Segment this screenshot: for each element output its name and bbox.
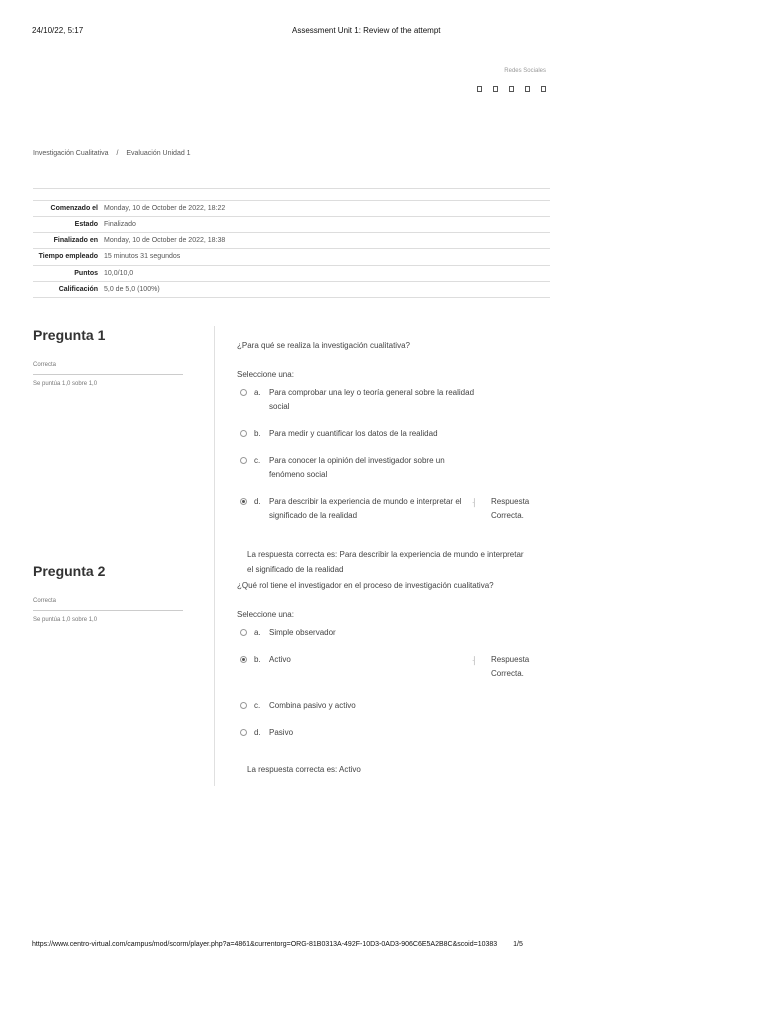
- print-header: [32, 26, 736, 38]
- correct-mark-icon: ⸡: [471, 655, 476, 665]
- answer-text: Pasivo: [269, 728, 294, 737]
- summary-value: Finalizado: [104, 221, 136, 228]
- summary-row-time-taken: [33, 249, 550, 266]
- question-1-content: [237, 341, 557, 577]
- answer-option[interactable]: [237, 427, 557, 441]
- summary-value: 15 minutos 31 segundos: [104, 253, 181, 260]
- answer-prompt: Seleccione una:: [237, 610, 294, 619]
- question-title: Pregunta 2: [33, 563, 106, 579]
- radio-button[interactable]: [240, 430, 247, 437]
- radio-button-checked[interactable]: [240, 498, 247, 505]
- question-text: ¿Qué rol tiene el investigador en el proceso de investigación cualitativa?: [237, 581, 494, 590]
- answer-text: Para medir y cuantificar los datos de la realidad: [269, 429, 438, 438]
- answer-feedback: Respuesta Correcta.: [491, 497, 530, 520]
- page-number: 1/5: [513, 941, 523, 948]
- breadcrumb-current[interactable]: Evaluación Unidad 1: [126, 150, 191, 157]
- summary-spacer: [33, 189, 550, 201]
- question-2-info: [33, 563, 183, 623]
- summary-value: Monday, 10 de October de 2022, 18:22: [104, 205, 226, 212]
- column-divider: [214, 326, 215, 786]
- summary-row-grade: [33, 282, 550, 298]
- answer-text: Para conocer la opinión del investigador sobre un fenómeno social: [269, 456, 445, 479]
- radio-button[interactable]: [240, 629, 247, 636]
- social-links: [477, 68, 546, 92]
- summary-value: 5,0 de 5,0 (100%): [104, 286, 160, 293]
- answer-letter: b.: [254, 429, 261, 438]
- social-link-icon[interactable]: [509, 86, 514, 92]
- answer-option[interactable]: [237, 699, 557, 713]
- social-link-icon[interactable]: [493, 86, 498, 92]
- radio-button[interactable]: [240, 389, 247, 396]
- answer-letter: c.: [254, 456, 261, 465]
- breadcrumb: [33, 150, 191, 157]
- answer-letter: a.: [254, 628, 261, 637]
- summary-label: Calificación: [58, 286, 98, 293]
- question-grade: Se puntúa 1,0 sobre 1,0: [33, 381, 98, 387]
- answer-text: Combina pasivo y activo: [269, 701, 356, 710]
- summary-label: Finalizado en: [53, 237, 98, 244]
- social-link-icon[interactable]: [525, 86, 530, 92]
- radio-button-checked[interactable]: [240, 656, 247, 663]
- question-state: Correcta: [33, 598, 183, 611]
- summary-row-finished: [33, 233, 550, 249]
- summary-row-started: [33, 201, 550, 217]
- question-1-info: [33, 327, 183, 387]
- answer-letter: a.: [254, 388, 261, 397]
- summary-value: Monday, 10 de October de 2022, 18:38: [104, 237, 226, 244]
- summary-row-points: [33, 266, 550, 282]
- answer-option[interactable]: [237, 726, 557, 740]
- answer-text: Activo: [269, 655, 291, 664]
- answer-option[interactable]: [237, 626, 557, 640]
- breadcrumb-course[interactable]: Investigación Cualitativa: [33, 150, 109, 157]
- answer-option-selected[interactable]: [237, 495, 557, 523]
- summary-value: 10,0/10,0: [104, 270, 134, 277]
- print-footer: [32, 941, 523, 948]
- print-date: 24/10/22, 5:17: [32, 26, 84, 35]
- footer-url: https://www.centro-virtual.com/campus/mod/scorm/player.php?a=4861&currentorg=ORG-81B0313A-492F-10D3-0AD3-906C6E5A2B8C&scoid=10383: [32, 941, 498, 948]
- question-grade: Se puntúa 1,0 sobre 1,0: [33, 617, 98, 623]
- radio-button[interactable]: [240, 702, 247, 709]
- answer-option[interactable]: [237, 386, 557, 414]
- social-link-icon[interactable]: [477, 86, 482, 92]
- breadcrumb-separator: /: [116, 150, 119, 157]
- summary-row-state: [33, 217, 550, 233]
- question-state: Correcta: [33, 362, 183, 375]
- answer-text: Para describir la experiencia de mundo e interpretar el significado de la realidad: [269, 497, 462, 520]
- answer-prompt: Seleccione una:: [237, 370, 294, 379]
- answer-text: Para comprobar una ley o teoría general sobre la realidad social: [269, 388, 475, 411]
- summary-label: Estado: [74, 221, 98, 228]
- answer-feedback: Respuesta Correcta.: [491, 655, 530, 678]
- right-answer: La respuesta correcta es: Para describir la experiencia de mundo e interpretar el significado de la realidad: [247, 550, 524, 574]
- radio-button[interactable]: [240, 729, 247, 736]
- summary-label: Tiempo empleado: [38, 253, 98, 260]
- social-link-icon[interactable]: [541, 86, 546, 92]
- answer-letter: d.: [254, 728, 261, 737]
- question-text: ¿Para qué se realiza la investigación cualitativa?: [237, 341, 410, 350]
- document-title: Assessment Unit 1: Review of the attempt: [292, 26, 441, 35]
- answer-letter: d.: [254, 497, 261, 506]
- answer-letter: c.: [254, 701, 261, 710]
- answer-text: Simple observador: [269, 628, 336, 637]
- social-icons: [477, 86, 546, 92]
- social-label: Redes Sociales: [504, 68, 546, 74]
- radio-button[interactable]: [240, 457, 247, 464]
- summary-label: Puntos: [74, 270, 98, 277]
- question-title: Pregunta 1: [33, 327, 106, 343]
- correct-mark-icon: ⸡: [471, 497, 476, 507]
- summary-label: Comenzado el: [50, 205, 98, 212]
- answer-option-selected[interactable]: [237, 653, 557, 681]
- answer-option[interactable]: [237, 454, 557, 482]
- question-2-content: [237, 581, 557, 777]
- attempt-summary-table: [33, 188, 550, 298]
- right-answer: La respuesta correcta es: Activo: [247, 765, 361, 774]
- answer-letter: b.: [254, 655, 261, 664]
